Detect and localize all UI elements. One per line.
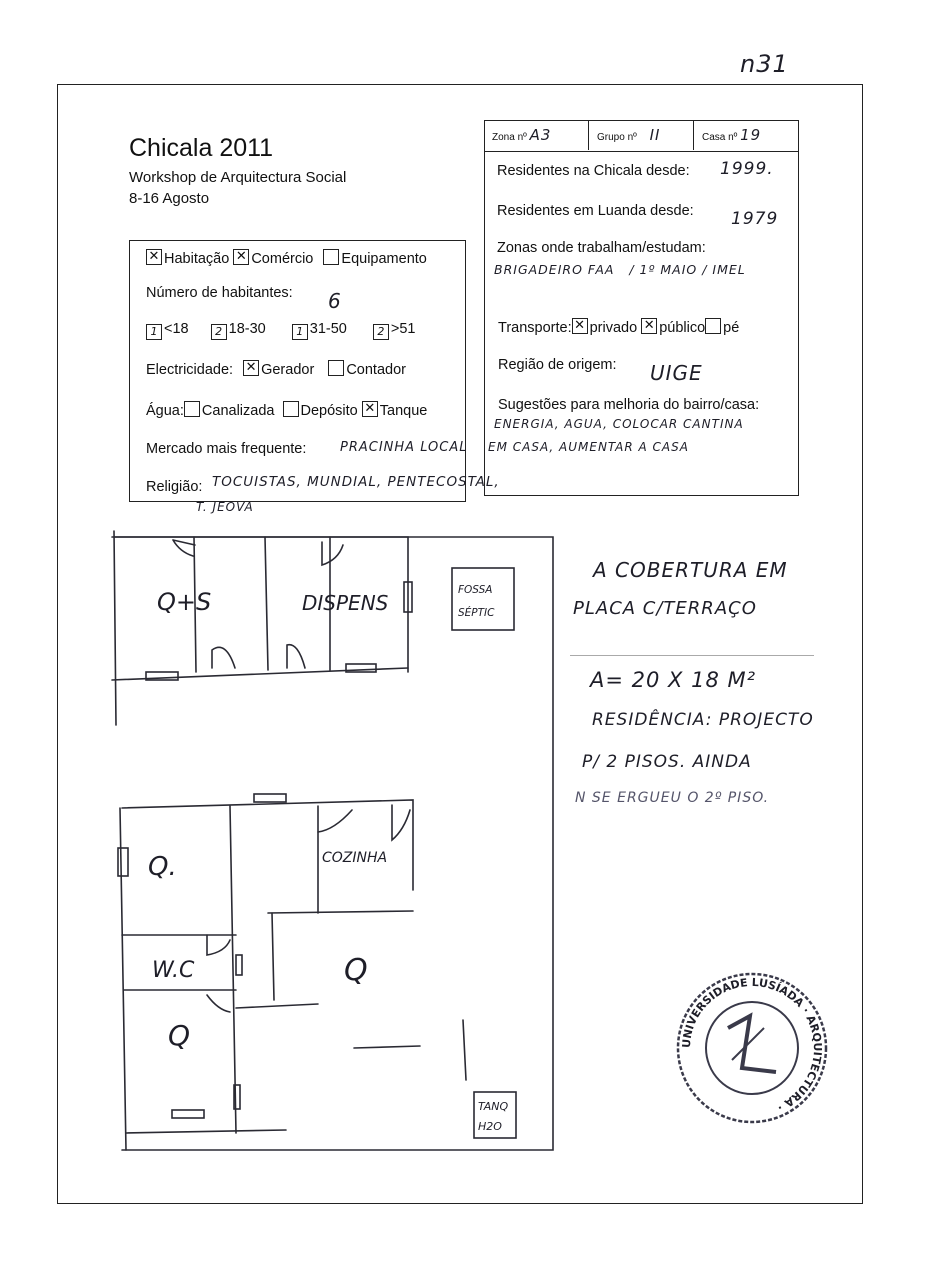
room-q-left: Q. (148, 852, 177, 882)
religiao-value: TOCUISTAS, MUNDIAL, PENTECOSTAL, (212, 474, 500, 490)
tanque-label: Tanque (379, 403, 428, 419)
room-tank-2: H2O (478, 1120, 502, 1133)
sugestoes-line-2: EM CASA, AUMENTAR A CASA (488, 440, 689, 454)
age-under18-label: <18 (164, 321, 189, 337)
religiao-label: Religião: (146, 479, 203, 495)
university-stamp (672, 968, 832, 1128)
zona-value: A3 (529, 126, 552, 144)
regiao-value: UIGE (650, 361, 703, 385)
age-under18-box[interactable]: 1 (146, 324, 162, 340)
room-q-lower: Q (168, 1019, 191, 1052)
room-q-s: Q+S (157, 588, 212, 616)
note-line-5: P/ 2 PISOS. AINDA (582, 752, 752, 772)
age-18-30-label: 18-30 (228, 321, 266, 337)
religiao-value-2: T. JEOVA (196, 500, 254, 514)
zona-label: Zona nº (492, 132, 527, 143)
room-fossa-1: FOSSA (458, 584, 493, 596)
mercado-label: Mercado mais frequente: (146, 441, 307, 457)
note-line-4: RESIDÊNCIA: PROJECTO (592, 710, 814, 730)
age-31-50-box[interactable]: 1 (292, 324, 308, 340)
publico-label: público (659, 320, 706, 336)
room-tank-1: TANQ (478, 1100, 509, 1113)
page-subtitle: Workshop de Arquitectura Social (129, 169, 347, 186)
casa-label: Casa nº (702, 132, 738, 143)
room-q-center: Q (344, 953, 368, 988)
residentes-luanda-label: Residentes em Luanda desde: (497, 203, 694, 219)
electricidade-label: Electricidade: (146, 362, 234, 378)
note-line-3: A= 20 X 18 M² (590, 668, 757, 692)
residentes-chicala-value: 1999. (720, 159, 774, 179)
residentes-luanda-value: 1979 (731, 209, 779, 229)
canalizada-label: Canalizada (201, 403, 275, 419)
age-18-30-box[interactable]: 2 (211, 324, 227, 340)
casa-value: 19 (740, 126, 762, 144)
privado-label: privado (589, 320, 638, 336)
lot-boundary (112, 537, 553, 1150)
habitantes-value: 6 (328, 289, 342, 313)
note-line-1: A COBERTURA EM (593, 558, 788, 582)
pe-label: pé (723, 320, 740, 336)
room-fossa-2: SÉPTIC (458, 607, 495, 619)
room-cozinha: COZINHA (322, 850, 388, 866)
age-over51-box[interactable]: 2 (373, 324, 389, 340)
room-dispens: DISPENS (302, 591, 389, 615)
gerador-label: Gerador (261, 362, 315, 378)
transporte-label: Transporte: (498, 320, 572, 336)
zonas-value: BRIGADEIRO FAA / 1º MAIO / IMEL (494, 262, 746, 277)
deposito-label: Depósito (300, 403, 358, 419)
page-number: n31 (740, 50, 789, 78)
agua-label: Água: (146, 403, 184, 419)
contador-label: Contador (346, 362, 406, 378)
residentes-chicala-label: Residentes na Chicala desde: (497, 163, 690, 179)
mercado-value: PRACINHA LOCAL (340, 440, 468, 455)
sugestoes-line-1: ENERGIA, AGUA, COLOCAR CANTINA (494, 417, 744, 431)
equipamento-label: Equipamento (341, 251, 427, 267)
grupo-label: Grupo nº (597, 132, 637, 143)
sugestoes-label: Sugestões para melhoria do bairro/casa: (498, 397, 760, 413)
habitacao-label: Habitação (164, 251, 230, 267)
habitantes-label: Número de habitantes: (146, 285, 293, 301)
zonas-label: Zonas onde trabalham/estudam: (497, 240, 706, 256)
notes-divider (570, 655, 814, 656)
room-wc: W.C (152, 958, 195, 983)
age-over51-label: >51 (390, 321, 416, 337)
note-line-6: N SE ERGUEU O 2º PISO. (575, 790, 770, 806)
age-31-50-label: 31-50 (309, 321, 347, 337)
stamp-text: UNIVERSIDADE LUSÍADA · ARQUITECTURA · (679, 975, 825, 1115)
regiao-label: Região de origem: (498, 357, 617, 373)
grupo-value: II (649, 126, 661, 144)
note-line-2: PLACA C/TERRAÇO (573, 598, 757, 619)
comercio-label: Comércio (251, 251, 314, 267)
page-dates: 8-16 Agosto (129, 190, 210, 207)
page-title: Chicala 2011 (129, 134, 274, 162)
